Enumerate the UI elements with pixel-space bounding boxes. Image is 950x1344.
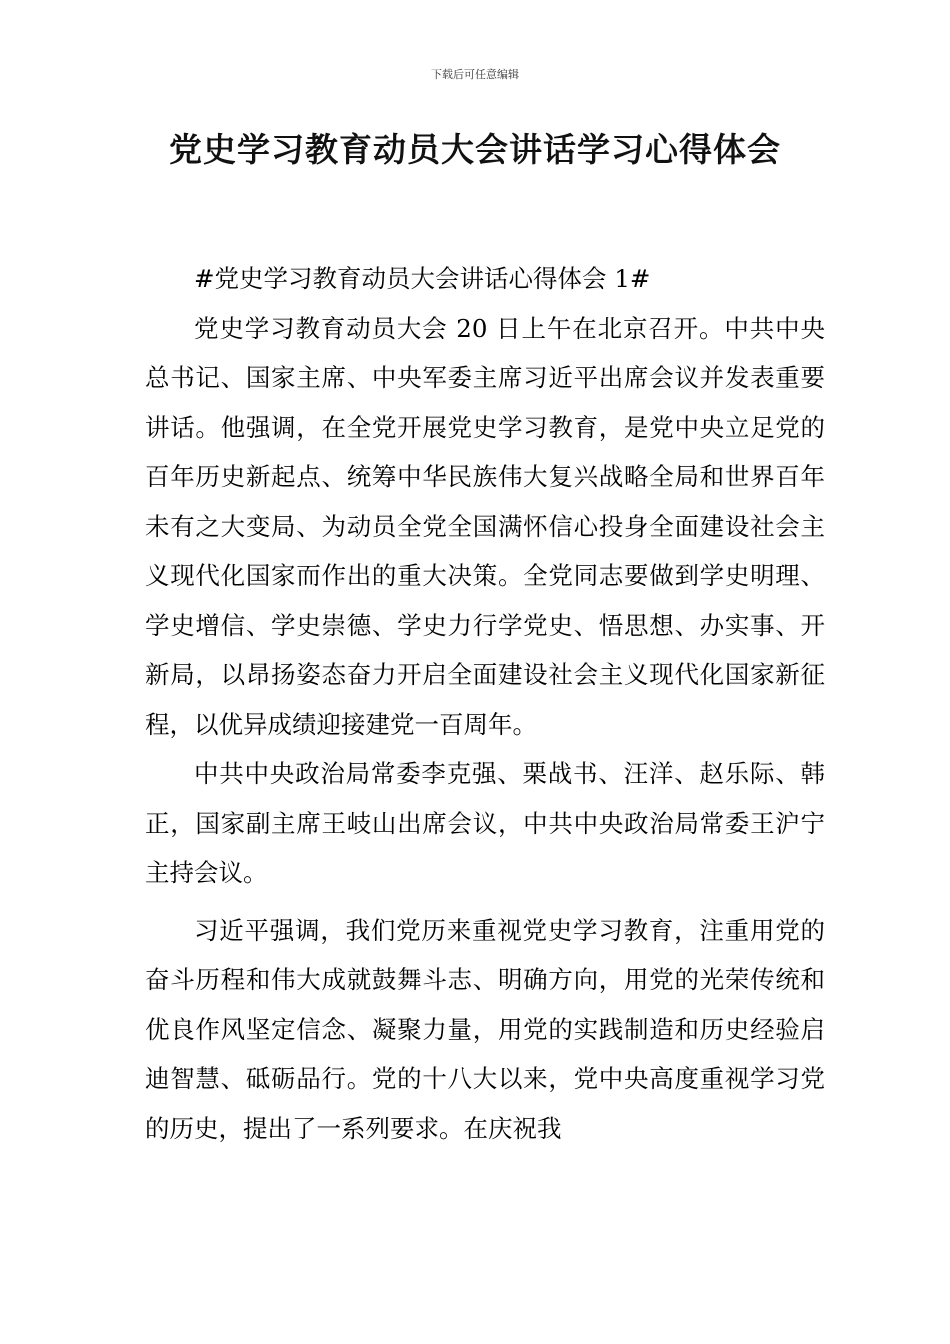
- paragraph-2: 中共中央政治局常委李克强、栗战书、汪洋、赵乐际、韩正，国家副主席王岐山出席会议，中共中央政治局常委王沪宁主持会议。: [145, 759, 825, 887]
- section-heading: #党史学习教育动员大会讲话心得体会 1#: [194, 264, 651, 293]
- header-note: 下载后可任意编辑: [431, 68, 519, 81]
- document-title: 党史学习教育动员大会讲话学习心得体会: [169, 130, 781, 169]
- paragraph-3: 习近平强调，我们党历来重视党史学习教育，注重用党的奋斗历程和伟大成就鼓舞斗志、明确方向，用党的光荣传统和优良作风坚定信念、凝聚力量，用党的实践制造和历史经验启迪智慧、砥砺品行。党的十八大以来，党中央高度重视学习党的历史，提出了一系列要求。在庆祝我: [145, 915, 825, 1143]
- paragraph-1: 党史学习教育动员大会 20 日上午在北京召开。中共中央总书记、国家主席、中央军委主席习近平出席会议并发表重要讲话。他强调，在全党开展党史学习教育，是党中央立足党的百年历史新起点、统筹中华民族伟大复兴战略全局和世界百年未有之大变局、为动员全党全国满怀信心投身全面建设社会主义现代化国家而作出的重大决策。全党同志要做到学史明理、学史增信、学史崇德、学史力行学党史、悟思想、办实事、开新局，以昂扬姿态奋力开启全面建设社会主义现代化国家新征程，以优异成绩迎接建党一百周年。: [145, 313, 825, 739]
- document-body: [145, 254, 825, 1153]
